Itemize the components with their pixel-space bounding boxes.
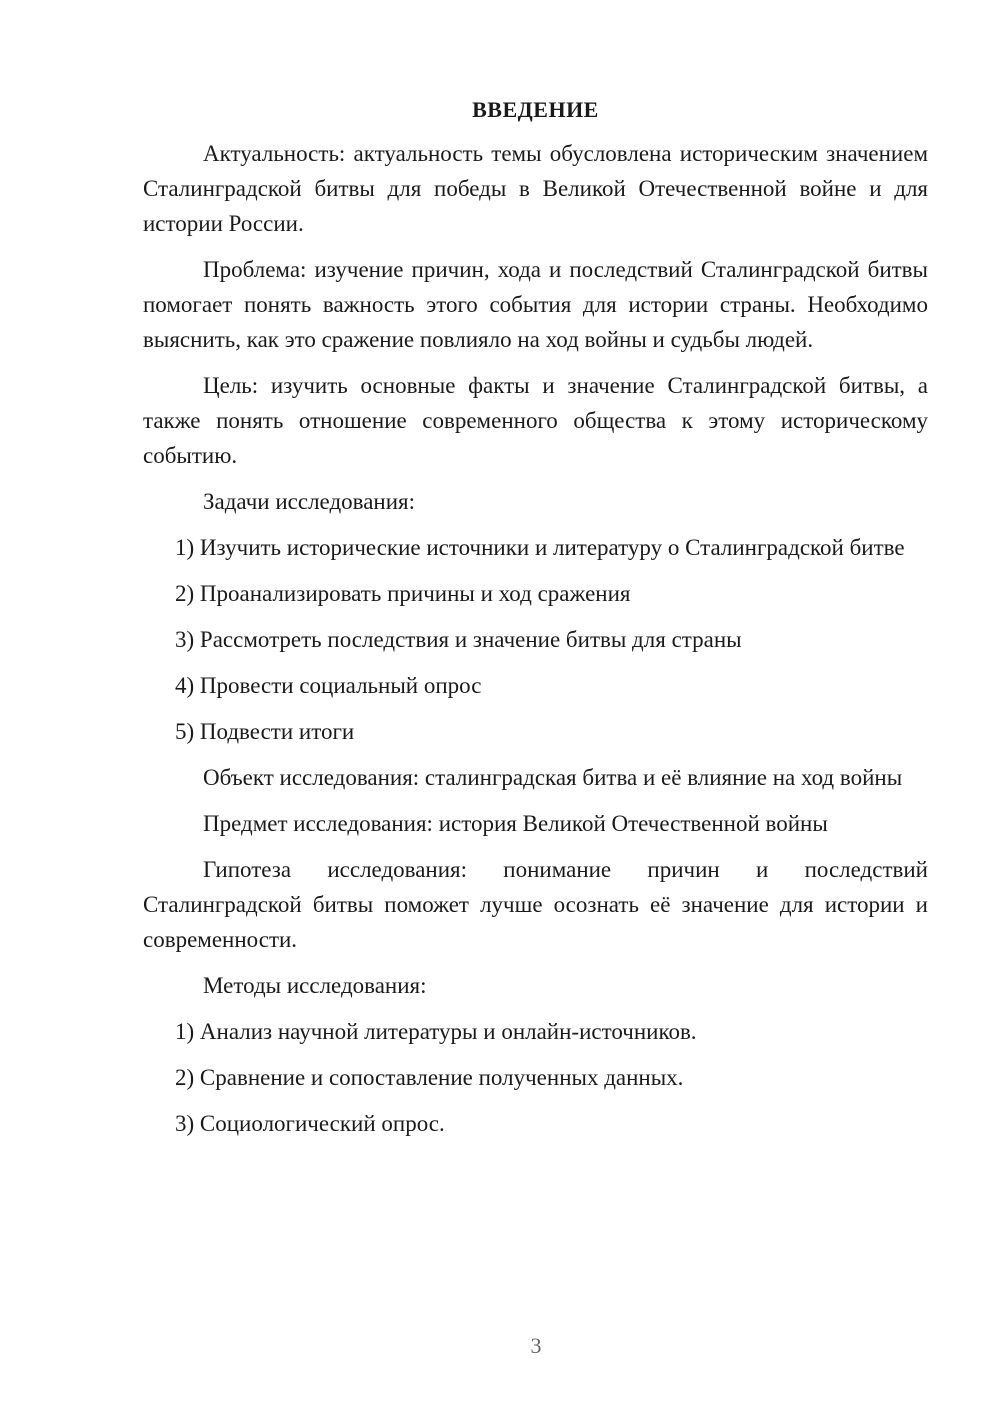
paragraph-relevance: Актуальность: актуальность темы обусловлена историческим значением Сталинградской битвы для победы в Великой Отечественной войне и для истории России. <box>143 141 928 236</box>
task-item: 4) Провести социальный опрос <box>175 673 482 698</box>
task-item: 5) Подвести итоги <box>175 719 355 744</box>
paragraph-goal: Цель: изучить основные факты и значение Сталинградской битвы, а также понять отношение современного общества к этому историческому событию. <box>143 373 928 468</box>
method-item: 3) Социологический опрос. <box>175 1111 445 1136</box>
paragraph-problem: Проблема: изучение причин, хода и последствий Сталинградской битвы помогает понять важность этого события для истории страны. Необходимо выяснить, как это сражение повлияло на ход войны и судьбы людей. <box>143 257 928 352</box>
paragraph-hypothesis: Гипотеза исследования: понимание причин и последствий Сталинградской битвы поможет лучше осознать её значение для истории и современности. <box>143 857 928 952</box>
task-item: 2) Проанализировать причины и ход сражения <box>175 581 631 606</box>
document-body <box>143 95 928 1152</box>
section-heading: ВВЕДЕНИЕ <box>472 97 599 122</box>
paragraph-object: Объект исследования: сталинградская битва и её влияние на ход войны <box>203 765 903 790</box>
paragraph-methods-title: Методы исследования: <box>203 973 427 998</box>
task-item: 1) Изучить исторические источники и литературу о Сталинградской битве <box>175 535 905 560</box>
paragraph-tasks-title: Задачи исследования: <box>203 489 416 514</box>
page-number: 3 <box>530 1333 542 1358</box>
paragraph-subject: Предмет исследования: история Великой Отечественной войны <box>203 811 828 836</box>
task-item: 3) Рассмотреть последствия и значение битвы для страны <box>175 627 742 652</box>
method-item: 2) Сравнение и сопоставление полученных данных. <box>175 1065 684 1090</box>
method-item: 1) Анализ научной литературы и онлайн-источников. <box>175 1019 697 1044</box>
